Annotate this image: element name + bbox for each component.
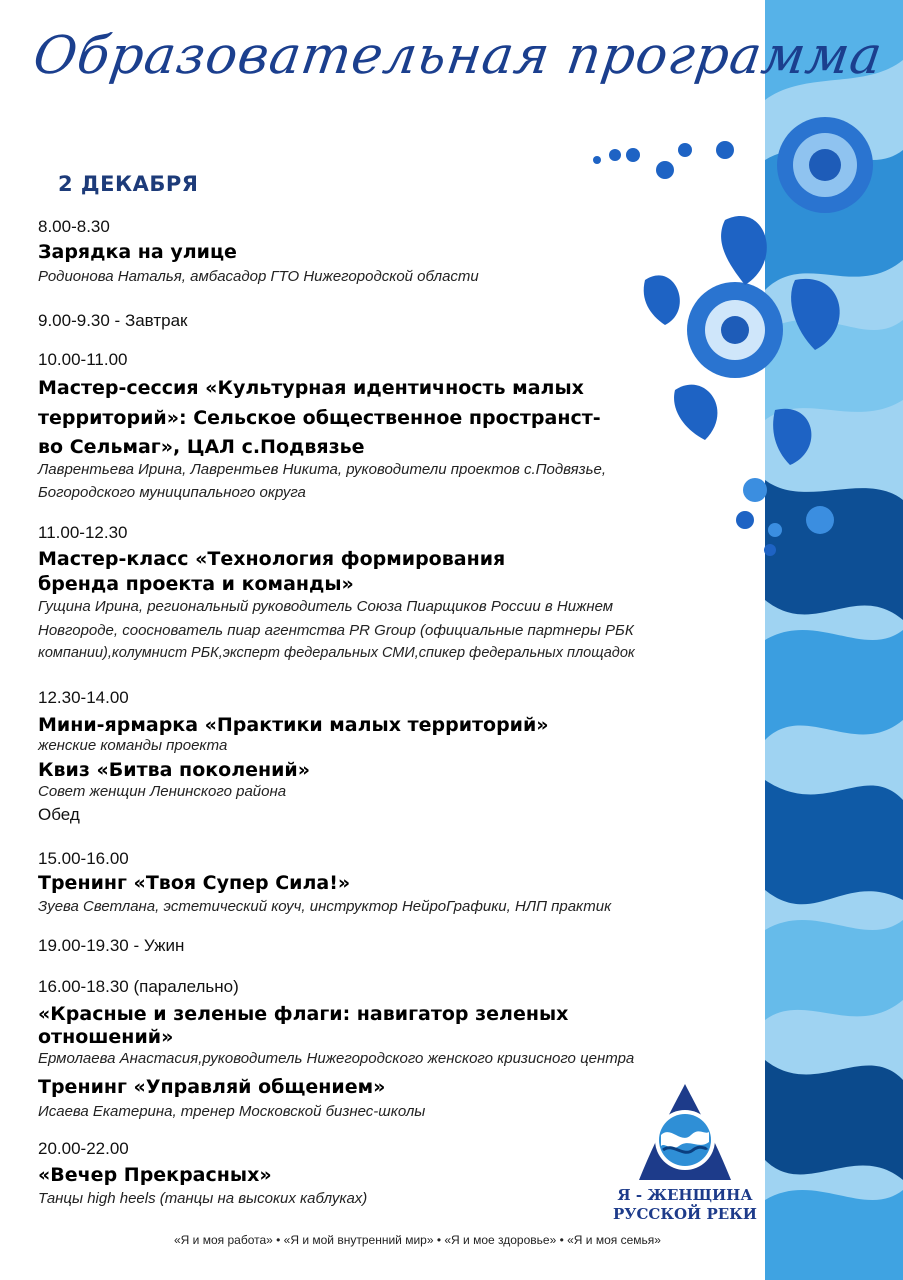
- logo-text: [610, 1186, 760, 1224]
- event-time: 10.00-11.00: [38, 350, 128, 369]
- event-title: Мини-ярмарка «Практики малых территорий»: [38, 714, 549, 736]
- logo-line1: Я - ЖЕНЩИНА: [617, 1186, 753, 1204]
- event-speaker: Зуева Светлана, эстетический коуч, инструктор НейроГрафики, НЛП практик: [38, 898, 612, 915]
- event-speaker: компании),колумнист РБК,эксперт федеральных СМИ,спикер федеральных площадок: [38, 645, 635, 661]
- event-title: «Красные и зеленые флаги: навигатор зеленых: [38, 1003, 569, 1025]
- event-speaker: Танцы high heels (танцы на высоких каблуках): [38, 1190, 368, 1207]
- event-title: территорий»: Сельское общественное пространст-: [38, 407, 601, 429]
- page-title: Образовательная программа: [29, 26, 887, 86]
- event-title: Мастер-сессия «Культурная идентичность малых: [38, 377, 584, 399]
- event-title: «Вечер Прекрасных»: [38, 1164, 272, 1186]
- date-heading: 2 ДЕКАБРЯ: [58, 172, 199, 196]
- event-title: отношений»: [38, 1026, 174, 1048]
- event-time: 11.00-12.30: [38, 523, 128, 542]
- event-title: бренда проекта и команды»: [38, 573, 354, 595]
- event-title: во Сельмаг», ЦАЛ с.Подвязье: [38, 436, 365, 458]
- logo-emblem: [635, 1080, 735, 1185]
- event-speaker: Новгороде, сооснователь пиар агентства PR Group (официальные партнеры РБК: [38, 622, 634, 639]
- event-title: Тренинг «Твоя Супер Сила!»: [38, 872, 351, 894]
- event-time: 8.00-8.30: [38, 217, 110, 236]
- event-subtitle: женские команды проекта: [38, 737, 228, 754]
- footer-themes: «Я и моя работа» • «Я и мой внутренний мир» • «Я и мое здоровье» • «Я и моя семья»: [174, 1233, 661, 1247]
- event-speaker: Родионова Наталья, амбасадор ГТО Нижегородской области: [38, 268, 479, 285]
- event-subtitle: Совет женщин Ленинского района: [38, 783, 287, 800]
- event-time: 19.00-19.30 - Ужин: [38, 936, 185, 955]
- event-speaker: Гущина Ирина, региональный руководитель Союза Пиарщиков России в Нижнем: [38, 598, 614, 615]
- event-speaker: Лаврентьева Ирина, Лаврентьев Никита, руководители проектов с.Подвязье,: [38, 461, 607, 478]
- event-title: Квиз «Битва поколений»: [38, 759, 311, 781]
- logo-line2: РУССКОЙ РЕКИ: [613, 1205, 757, 1223]
- event-speaker: Исаева Екатерина, тренер Московской бизнес-школы: [38, 1103, 426, 1120]
- event-speaker: Богородского муниципального округа: [38, 484, 306, 501]
- event-time: 15.00-16.00: [38, 849, 129, 868]
- event-title: Тренинг «Управляй общением»: [38, 1076, 386, 1098]
- event-time: 16.00-18.30 (паралельно): [38, 977, 239, 996]
- event-time: 9.00-9.30 - Завтрак: [38, 311, 188, 330]
- event-note: Обед: [38, 805, 80, 824]
- event-title: Мастер-класс «Технология формирования: [38, 548, 506, 570]
- event-time: 20.00-22.00: [38, 1139, 129, 1158]
- event-time: 12.30-14.00: [38, 688, 129, 707]
- event-speaker: Ермолаева Анастасия,руководитель Нижегородского женского кризисного центра: [38, 1050, 635, 1067]
- gzhel-flower-ornament: [575, 110, 875, 560]
- event-title: Зарядка на улице: [38, 241, 237, 263]
